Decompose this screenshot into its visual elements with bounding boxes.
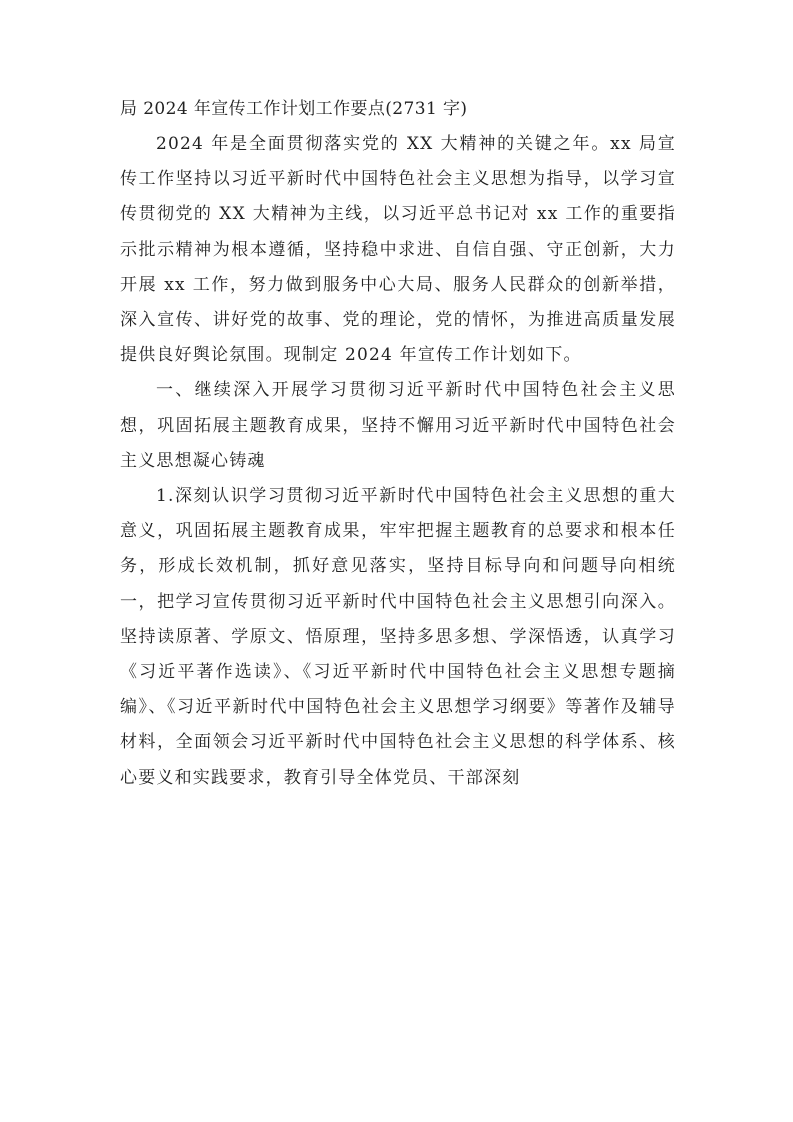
document-title: 局 2024 年宣传工作计划工作要点(2731 字) [120,99,468,119]
document-body [120,92,676,796]
paragraph-intro: 2024 年是全面贯彻落实党的 XX 大精神的关键之年。xx 局宣传工作坚持以习近平新时代中国特色社会主义思想为指导，以学习宣传贯彻党的 XX 大精神为主线，以习近平总书记对 xx 工作的重要指示批示精神为根本遵循，坚持稳中求进、自信自强、守正创新，大力开展 xx 工作，努力做到服务中心大局、服务人民群众的创新举措，深入宣传、讲好党的故事、党的理论，党的情怀，为推进高质量发展提供良好舆论氛围。现制定 2024 年宣传工作计划如下。 [120,134,676,366]
paragraph-section-heading: 一、继续深入开展学习贯彻习近平新时代中国特色社会主义思想，巩固拓展主题教育成果，坚持不懈用习近平新时代中国特色社会主义思想凝心铸魂 [120,380,676,471]
paragraph-item-1: 1.深刻认识学习贯彻习近平新时代中国特色社会主义思想的重大意义，巩固拓展主题教育成果，牢牢把握主题教育的总要求和根本任务，形成长效机制，抓好意见落实，坚持目标导向和问题导向相统一，把学习宣传贯彻习近平新时代中国特色社会主义思想引向深入。坚持读原著、学原文、悟原理，坚持多思多想、学深悟透，认真学习《习近平著作选读》、《习近平新时代中国特色社会主义思想专题摘编》、《习近平新时代中国特色社会主义思想学习纲要》等著作及辅导材料，全面领会习近平新时代中国特色社会主义思想的科学体系、核心要义和实践要求，教育引导全体党员、干部深刻 [120,486,676,788]
